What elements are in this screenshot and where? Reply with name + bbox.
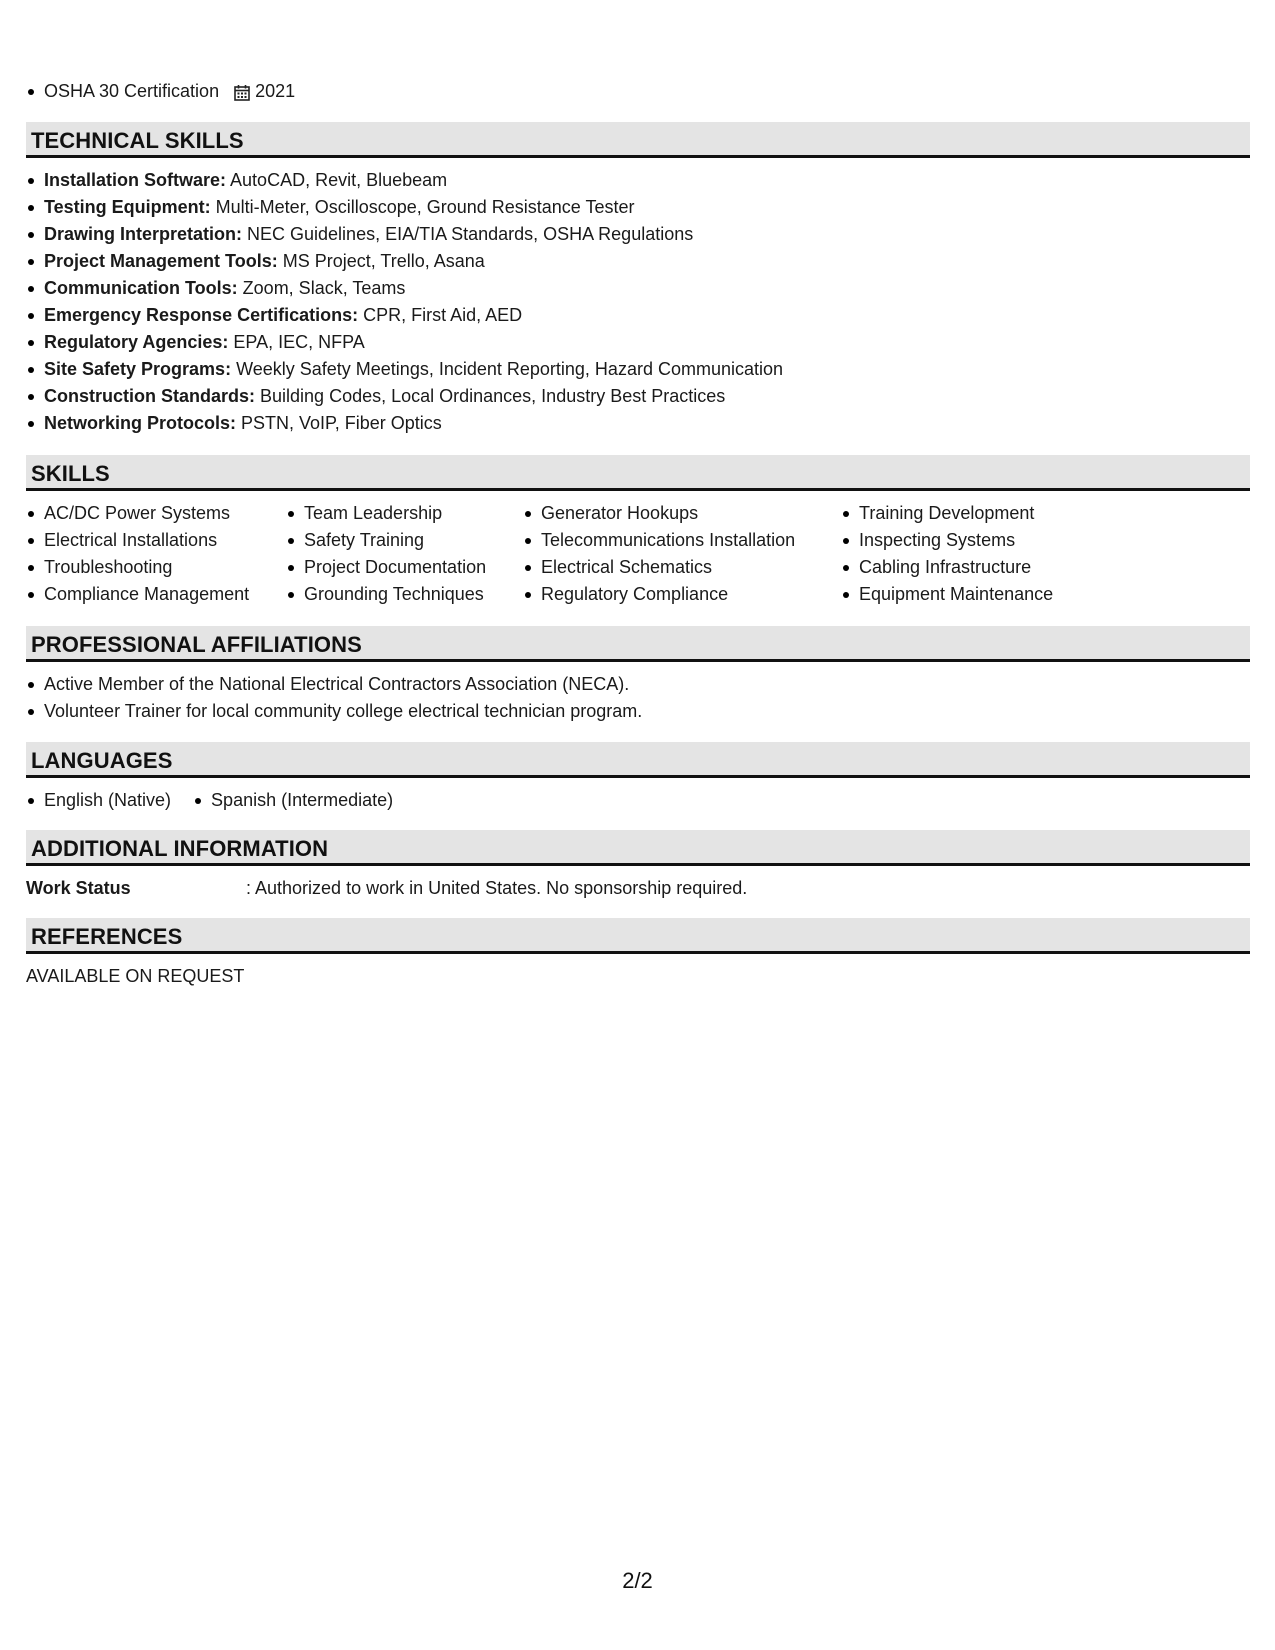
skill-category: Networking Protocols: — [44, 413, 237, 433]
list-item — [26, 167, 783, 194]
skill-category: Installation Software: — [44, 170, 227, 190]
section-title: REFERENCES — [31, 924, 183, 949]
list-item — [26, 356, 783, 383]
list-item: Training Development — [841, 500, 1101, 527]
skill-values: NEC Guidelines, EIA/TIA Standards, OSHA Regulations — [242, 224, 694, 244]
list-item: Team Leadership — [286, 500, 523, 527]
list-item — [26, 221, 783, 248]
work-status-value: : Authorized to work in United States. No sponsorship required. — [246, 878, 748, 898]
certification-list — [26, 78, 295, 105]
page-number: 2/2 — [622, 1568, 653, 1593]
list-item: Spanish (Intermediate) — [193, 787, 393, 814]
languages-list — [26, 787, 415, 814]
resume-page-2 — [26, 0, 1250, 1650]
certification-name: OSHA 30 Certification — [44, 81, 220, 101]
list-item — [26, 410, 783, 437]
list-item — [26, 194, 783, 221]
section-title: LANGUAGES — [31, 748, 173, 773]
list-item: Active Member of the National Electrical Contractors Association (NECA). — [26, 671, 642, 698]
certification-date — [233, 78, 295, 105]
section-title: ADDITIONAL INFORMATION — [31, 836, 329, 861]
list-item: English (Native) — [26, 787, 171, 814]
section-header-references — [26, 918, 1250, 954]
list-item — [26, 383, 783, 410]
technical-skills-list — [26, 167, 783, 437]
skills-column — [26, 500, 286, 608]
skill-category: Emergency Response Certifications: — [44, 305, 359, 325]
skill-values: PSTN, VoIP, Fiber Optics — [236, 413, 442, 433]
skill-category: Testing Equipment: — [44, 197, 211, 217]
list-item: Safety Training — [286, 527, 523, 554]
skills-column — [286, 500, 523, 608]
list-item: AC/DC Power Systems — [26, 500, 286, 527]
section-header-languages — [26, 742, 1250, 778]
list-item: Electrical Installations — [26, 527, 286, 554]
certification-item — [26, 78, 295, 105]
list-item: Telecommunications Installation — [523, 527, 841, 554]
list-item — [26, 248, 783, 275]
section-title: PROFESSIONAL AFFILIATIONS — [31, 632, 362, 657]
section-header-professional-affiliations — [26, 626, 1250, 662]
list-item: Compliance Management — [26, 581, 286, 608]
skill-values: CPR, First Aid, AED — [358, 305, 523, 325]
skill-category: Drawing Interpretation: — [44, 224, 243, 244]
section-header-additional-information — [26, 830, 1250, 866]
skill-category: Communication Tools: — [44, 278, 238, 298]
list-item: Troubleshooting — [26, 554, 286, 581]
list-item: Equipment Maintenance — [841, 581, 1101, 608]
list-item: Project Documentation — [286, 554, 523, 581]
skills-grid — [26, 500, 1101, 608]
affiliations-list — [26, 671, 642, 725]
skills-column — [841, 500, 1101, 608]
skill-values: MS Project, Trello, Asana — [277, 251, 485, 271]
skill-values: Building Codes, Local Ordinances, Industry Best Practices — [255, 386, 726, 406]
section-title: SKILLS — [31, 461, 110, 486]
calendar-icon — [233, 83, 251, 101]
list-item: Electrical Schematics — [523, 554, 841, 581]
section-header-technical-skills — [26, 122, 1250, 158]
work-status-row — [26, 875, 747, 902]
skill-category: Regulatory Agencies: — [44, 332, 229, 352]
certification-year: 2021 — [255, 81, 296, 101]
skill-category: Site Safety Programs: — [44, 359, 232, 379]
section-header-skills — [26, 455, 1250, 491]
skill-values: AutoCAD, Revit, Bluebeam — [226, 170, 448, 190]
list-item: Regulatory Compliance — [523, 581, 841, 608]
work-status-label: Work Status — [26, 878, 131, 898]
list-item: Volunteer Trainer for local community college electrical technician program. — [26, 698, 642, 725]
references-text: AVAILABLE ON REQUEST — [26, 966, 245, 986]
skill-values: Multi-Meter, Oscilloscope, Ground Resistance Tester — [210, 197, 635, 217]
list-item: Grounding Techniques — [286, 581, 523, 608]
list-item — [26, 275, 783, 302]
list-item: Cabling Infrastructure — [841, 554, 1101, 581]
skill-category: Construction Standards: — [44, 386, 256, 406]
skill-values: EPA, IEC, NFPA — [228, 332, 365, 352]
skill-values: Zoom, Slack, Teams — [237, 278, 406, 298]
section-title: TECHNICAL SKILLS — [31, 128, 244, 153]
list-item — [26, 329, 783, 356]
list-item: Generator Hookups — [523, 500, 841, 527]
skill-values: Weekly Safety Meetings, Incident Reporting, Hazard Communication — [231, 359, 784, 379]
skills-column — [523, 500, 841, 608]
skill-category: Project Management Tools: — [44, 251, 278, 271]
list-item: Inspecting Systems — [841, 527, 1101, 554]
list-item — [26, 302, 783, 329]
